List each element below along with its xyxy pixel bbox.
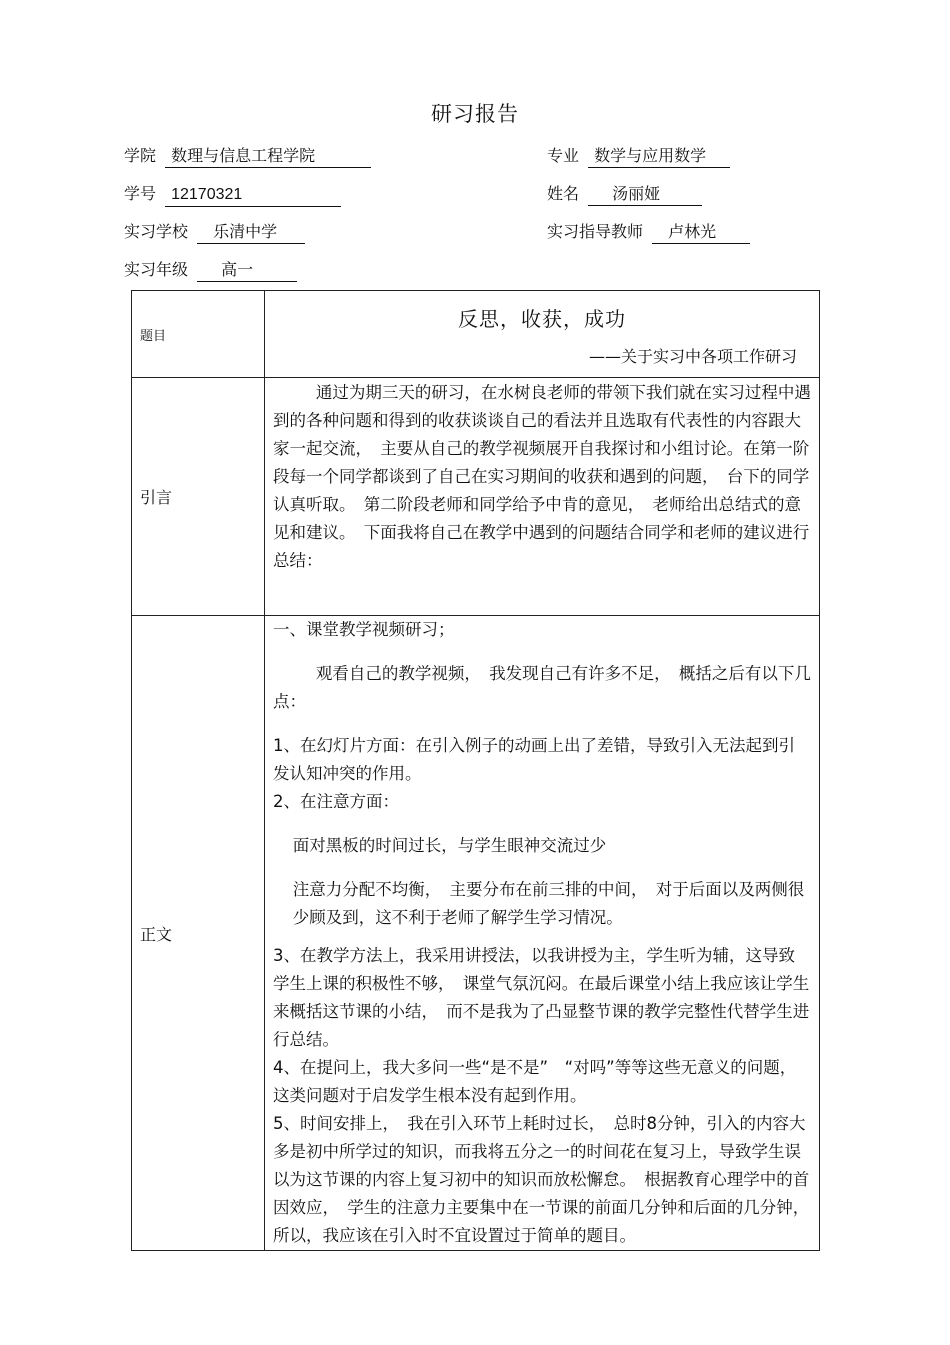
body-point-4: 4、在提问上，我大多问一些“是不是” “对吗”等等这些无意义的问题，这类问题对于启发学生根本没有起到作用。 [273,1058,797,1105]
topic-main-title: 反思，收获，成功 [458,307,626,331]
name-value: 汤丽娅 [588,183,702,206]
body-label: 正文 [132,616,265,1251]
school-value: 乐清中学 [197,221,305,244]
grade-field [124,259,297,282]
intro-row [132,378,820,616]
major-value: 数学与应用数学 [588,145,730,168]
body-paragraph: 观看自己的教学视频， 我发现自己有许多不足， 概括之后有以下几点： [273,664,811,711]
name-label: 姓名 [547,184,580,203]
major-label: 专业 [547,146,580,165]
name-field [547,183,702,206]
teacher-label: 实习指导教师 [547,222,644,241]
body-section-heading: 一、课堂教学视频研习； [273,620,455,639]
body-point-3: 3、在教学方法上，我采用讲授法，以我讲授为主，学生听为辅，这导致学生上课的积极性不够， 课堂气氛沉闷。在最后课堂小结上我应该让学生来概括这节课的小结， 而不是我为了凸显整节课的教学完整性代替学生进行总结。 [273,946,810,1049]
college-value: 数理与信息工程学院 [165,145,371,168]
body-point-5: 5、时间安排上， 我在引入环节上耗时过长， 总时8分钟，引入的内容大多是初中所学过的知识，而我将五分之一的时间花在复习上，导致学生误以为这节课的内容上复习初中的知识而放松懈怠。 根据教育心理学中的首因效应， 学生的注意力主要集中在一节课的前面几分钟和后面的几分钟， 所以，我应该在引入时不宜设置过于简单的题目。 [273,1114,818,1245]
topic-subtitle: ——关于实习中各项工作研习 [588,347,797,366]
student-id-value: 12170321 [165,184,341,207]
grade-label: 实习年级 [124,260,189,279]
grade-value: 高一 [197,259,297,282]
teacher-field [547,221,750,244]
body-subpoint-2: 注意力分配不均衡， 主要分布在前三排的中间， 对于后面以及两侧很少顾及到，这不利于老师了解学生学习情况。 [292,880,805,927]
topic-cell [265,291,820,378]
school-label: 实习学校 [124,222,189,241]
page-title: 研习报告 [431,102,519,126]
topic-label: 题目 [132,291,265,378]
body-subpoint-1: 面对黑板的时间过长，与学生眼神交流过少 [292,836,607,855]
teacher-value: 卢林光 [652,221,750,244]
topic-row [132,291,820,378]
student-id-field [124,183,341,207]
body-cell [265,616,820,1251]
major-field [547,145,730,168]
intro-label: 引言 [132,378,265,616]
school-field [124,221,305,244]
body-point-1: 1、在幻灯片方面：在引入例子的动画上出了差错，导致引入无法起到引发认知冲突的作用。 [273,736,795,783]
body-row [132,616,820,1251]
body-point-2: 2、在注意方面： [273,792,399,811]
intro-cell [265,378,820,616]
intro-paragraph: 通过为期三天的研习，在水树良老师的带领下我们就在实习过程中遇到的各种问题和得到的收获谈谈自己的看法并且选取有代表性的内容跟大家一起交流， 主要从自己的教学视频展开自我探讨和小组讨论。在第一阶段每一个同学都谈到了自己在实习期间的收获和遇到的问题， 台下的同学认真听取。 第二阶段老师和同学给予中肯的意见， 老师给出总结式的意见和建议。 下面我将自己在教学中遇到的问题结合同学和老师的建议进行总结： [273,383,811,570]
report-table [131,290,820,1251]
college-field [124,145,371,168]
college-label: 学院 [124,146,157,165]
student-id-label: 学号 [124,184,157,203]
